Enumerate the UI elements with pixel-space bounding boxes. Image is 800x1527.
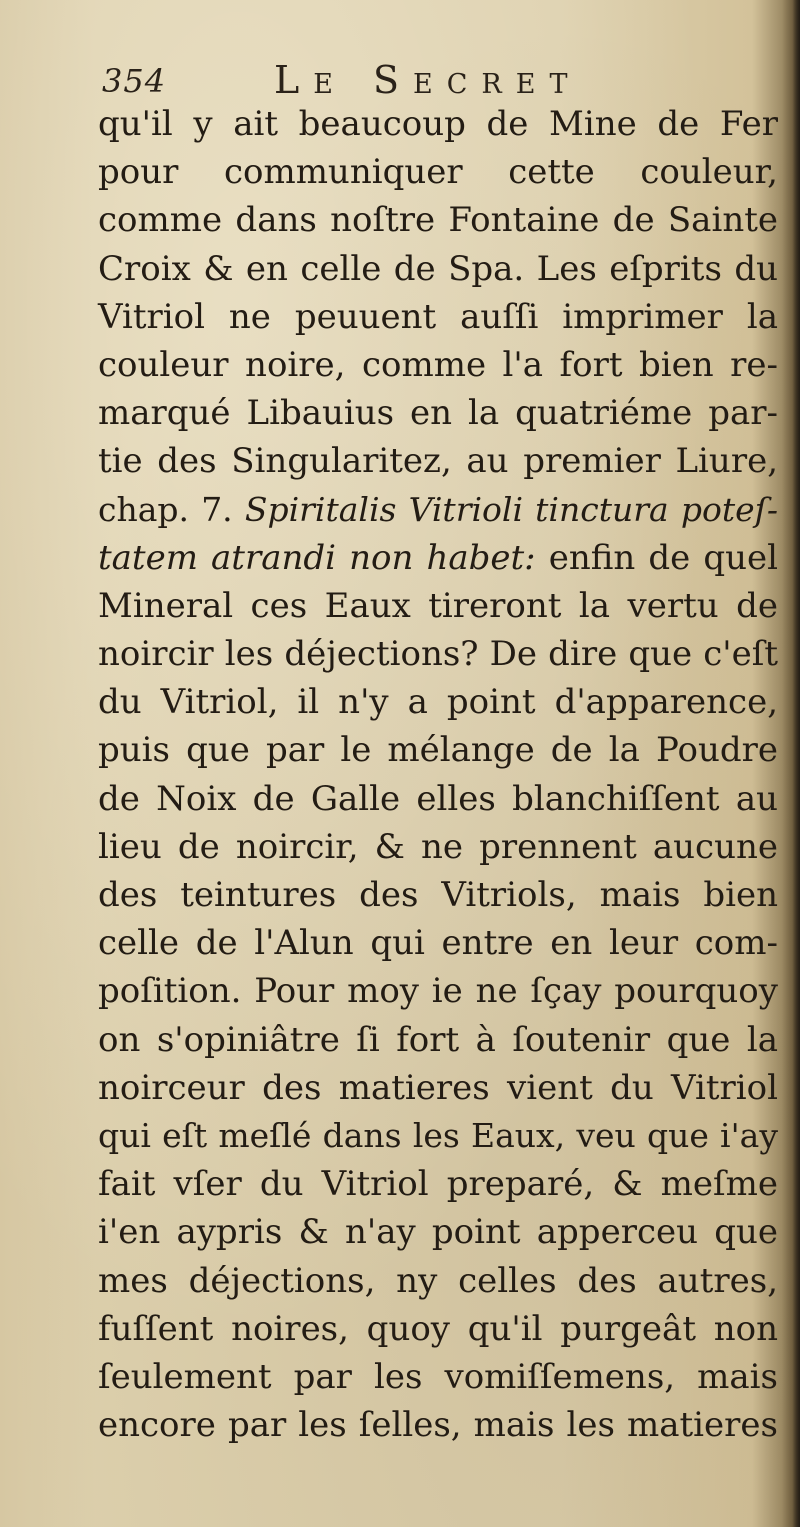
running-head: Le Secret [274, 58, 582, 102]
text-line: i'en aypris & n'ay point apperceu que [98, 1212, 778, 1253]
text-line: des teintures des Vitriols, mais bien [98, 875, 778, 915]
page-header [98, 58, 778, 104]
text-line: pour communiquer cette couleur, [98, 152, 778, 193]
text-line: mes déjections, ny celles des autres, [98, 1260, 778, 1301]
text-line: ſeulement par les vomiſſemens, mais [98, 1356, 778, 1397]
text-line: de Noix de Galle elles blanchiſſent au [98, 778, 778, 819]
text-line: qui eſt meſlé dans les Eaux, veu que i'ay [98, 1115, 778, 1155]
text-line: chap. 7. Spiritalis Vitrioli tinctura poteſ- [98, 489, 778, 529]
text-line: noircir les déjections? De dire que c'eſt [98, 634, 778, 675]
text-line: du Vitriol, il n'y a point d'apparence, [98, 682, 778, 723]
text-line: Vitriol ne peuuent auſſi imprimer la [98, 296, 778, 337]
text-line: qu'il y ait beaucoup de Mine de Fer [98, 104, 778, 144]
page-gutter-shadow [782, 0, 800, 1527]
text-line: celle de l'Alun qui entre en leur com- [98, 923, 778, 964]
latin-quotation: Spiritalis Vitrioli tinctura poteſ- [244, 489, 778, 529]
text-line: poſition. Pour moy ie ne ſçay pourquoy [98, 971, 778, 1012]
text-line: fuſſent noires, quoy qu'il purgeât non [98, 1308, 778, 1349]
text-line: fait vſer du Vitriol preparé, & meſme [98, 1164, 778, 1205]
text-line: tie des Singularitez, au premier Liure, [98, 441, 778, 482]
text-line: comme dans noſtre Fontaine de Sainte [98, 200, 778, 241]
text-line: lieu de noircir, & ne prennent aucune [98, 826, 778, 867]
text-line: encore par les ſelles, mais les matieres [98, 1405, 778, 1446]
text-line: marqué Libauius en la quatriéme par- [98, 393, 778, 434]
text-line: puis que par le mélange de la Poudre [98, 730, 778, 771]
latin-quotation: tatem atrandi non habet: [98, 537, 536, 578]
body-text [98, 100, 778, 1449]
text-line: couleur noire, comme l'a fort bien re- [98, 344, 778, 385]
text-line: tatem atrandi non habet: enfin de quel [98, 537, 778, 578]
text-line: Croix & en celle de Spa. Les eſprits du [98, 248, 778, 289]
text-line: Mineral ces Eaux tireront la vertu de [98, 585, 778, 626]
text-line: on s'opiniâtre ſi fort à ſoutenir que la [98, 1019, 778, 1060]
text-line: noirceur des matieres vient du Vitriol [98, 1067, 778, 1108]
page-number: 354 [102, 62, 167, 100]
